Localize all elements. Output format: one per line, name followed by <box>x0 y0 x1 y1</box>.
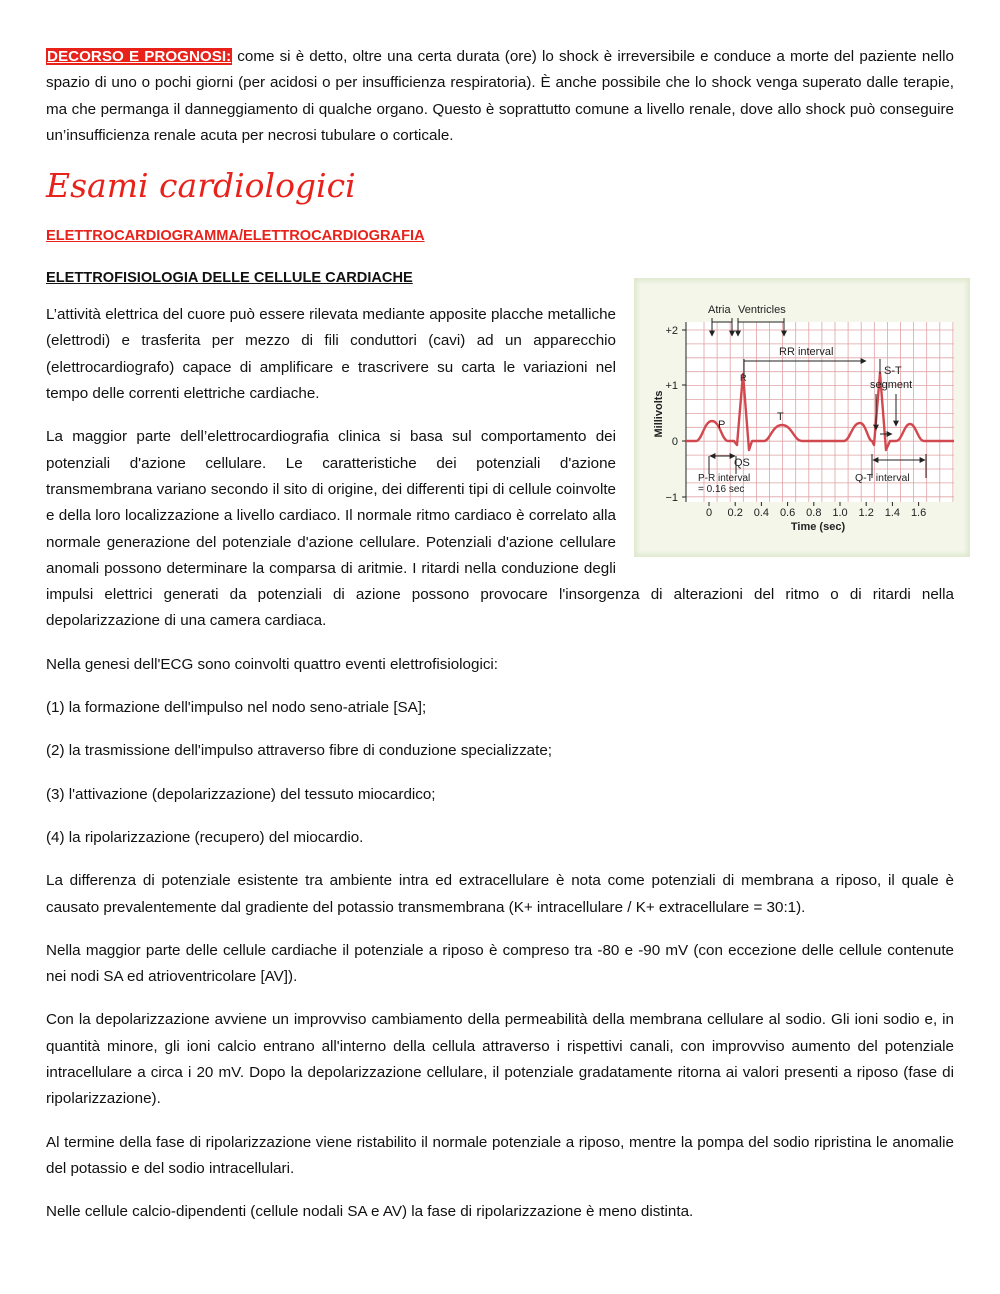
prognosis-paragraph <box>46 44 954 149</box>
y-tick-label: +2 <box>665 325 678 338</box>
label-t: T <box>777 411 784 424</box>
paragraph: La maggior parte dell’elettrocardiografia clinica si basa sul comportamento dei potenziali d'azione cellulare. Le caratteristiche dei potenziali d'azione transmembrana variano secondo il sito di origine, dei differenti tipi di cellule coinvolte e della loro localizzazione a livello cardiaco. Il normale ritmo cardiaco è correlato alla normale generazione del potenziale d'azione cellulare. Potenziali d'azione cellulare anomali possono determinare la comparsa di aritmie. I ritardi nella conduzione degli impulsi elettrici generati da potenziali di azione possono provocare l'insorgenza di alterazioni del ritmo o di ritardi nella depolarizzazione di una camera cardiaca. <box>46 428 954 630</box>
label-ventricles: Ventricles <box>738 304 786 317</box>
x-tick-label: 1.0 <box>832 507 848 520</box>
document-page <box>46 44 954 1243</box>
prognosis-label: DECORSO E PROGNOSI: <box>47 48 232 65</box>
list-item: (1) la formazione dell'impulso nel nodo seno-atriale [SA]; <box>46 699 427 717</box>
x-tick-label: 1.6 <box>910 507 927 520</box>
x-tick-label: 0.4 <box>753 507 770 520</box>
heading-electrophysiology: ELETTROFISIOLOGIA DELLE CELLULE CARDIACHE <box>46 270 413 287</box>
ecg-figure <box>634 278 970 557</box>
heading-ecg: ELETTROCARDIOGRAMMA/ELETTROCARDIOGRAFIA <box>46 228 425 245</box>
x-tick-label: 0.2 <box>727 507 743 520</box>
x-axis-label: Time (sec) <box>790 521 846 534</box>
y-tick-label: −1 <box>665 492 678 505</box>
paragraph: Nelle cellule calcio-dipendenti (cellule nodali SA e AV) la fase di ripolarizzazione è meno distinta. <box>46 1203 694 1221</box>
prognosis-text: come si è detto, oltre una certa durata (ore) lo shock è irreversibile e conduce a morte del paziente nello spazio di uno o pochi giorni (per acidosi o per insufficienza respiratoria). È anche possibile che lo shock venga superato dalle terapie, ma che permanga il danneggiamento di qualche organo. Questo è soprattutto comune a livello renale, dove allo shock può conseguire un’insufficienza renale acuta per necrosi tubulare o corticale. <box>46 48 954 144</box>
paragraph: Nella maggior parte delle cellule cardiache il potenziale a riposo è compreso tra -80 e -90 mV (con eccezione delle cellule contenute nei nodi SA ed atrioventricolare [AV]). <box>46 941 954 986</box>
paragraph: L’attività elettrica del cuore può essere rilevata mediante apposite placche metalliche (elettrodi) e trasferita per mezzo di fili conduttori (cavi) ad un apparecchio (elettrocardiografo) capace di amplificare e trascrivere su carta le variazioni nel tempo delle correnti elettriche cardiache. <box>46 306 616 403</box>
label-rr-interval: RR interval <box>779 346 834 359</box>
y-axis-ticks <box>682 330 686 497</box>
label-qs: QS <box>734 457 750 470</box>
list-item: (2) la trasmissione dell'impulso attraverso fibre di conduzione specializzate; <box>46 742 553 760</box>
ecg-diagram <box>634 278 970 557</box>
label-st-segment-2: segment <box>870 379 913 392</box>
x-tick-label: 0 <box>705 507 713 520</box>
label-p: P <box>718 419 726 432</box>
label-pr-interval: P-R interval <box>698 473 751 485</box>
x-tick-label: 1.2 <box>858 507 874 520</box>
y-axis-label: Millivolts <box>653 390 665 438</box>
y-tick-label: 0 <box>671 436 678 449</box>
list-item: (4) la ripolarizzazione (recupero) del miocardio. <box>46 828 364 846</box>
label-st-segment-1: S-T <box>884 365 902 378</box>
paragraph: La differenza di potenziale esistente tra ambiente intra ed extracellulare è nota come potenziali di membrana a riposo, il quale è causato prevalentemente dal gradiente del potassio transmembrana (K+ intracellulare / K+ extracellulare = 30:1). <box>46 872 954 916</box>
paragraph: Al termine della fase di ripolarizzazione viene ristabilito il normale potenziale a riposo, mentre la pompa del sodio ripristina le anomalie del potassio e del sodio intracellulari. <box>46 1133 954 1177</box>
list-item: (3) l'attivazione (depolarizzazione) del tessuto miocardico; <box>46 785 436 803</box>
label-atria: Atria <box>708 304 731 317</box>
label-pr-interval-value: = 0.16 sec <box>698 484 745 496</box>
x-tick-label: 0.6 <box>779 507 796 520</box>
x-tick-label: 1.4 <box>884 507 901 520</box>
paragraph: Con la depolarizzazione avviene un improvviso cambiamento della permeabilità della membrana cellulare al sodio. Gli ioni sodio e, in quantità minore, gli ioni calcio entrano all'interno della cellula attraverso i rispettivi canali, con improvviso aumento del potenziale intracellulare a circa i 20 mV. Dopo la depolarizzazione cellulare, il potenziale gradatamente ritorna ai valori presenti a riposo (fase di ripolarizzazione). <box>46 1011 954 1108</box>
y-tick-label: +1 <box>665 380 678 393</box>
label-r: R <box>740 373 747 384</box>
label-qt-interval: Q-T interval <box>855 472 910 485</box>
x-tick-label: 0.8 <box>806 507 822 520</box>
x-axis-ticks <box>706 502 926 519</box>
section-title: Esami cardiologici <box>46 166 356 206</box>
paragraph: Nella genesi dell'ECG sono coinvolti quattro eventi elettrofisiologici: <box>46 655 499 673</box>
